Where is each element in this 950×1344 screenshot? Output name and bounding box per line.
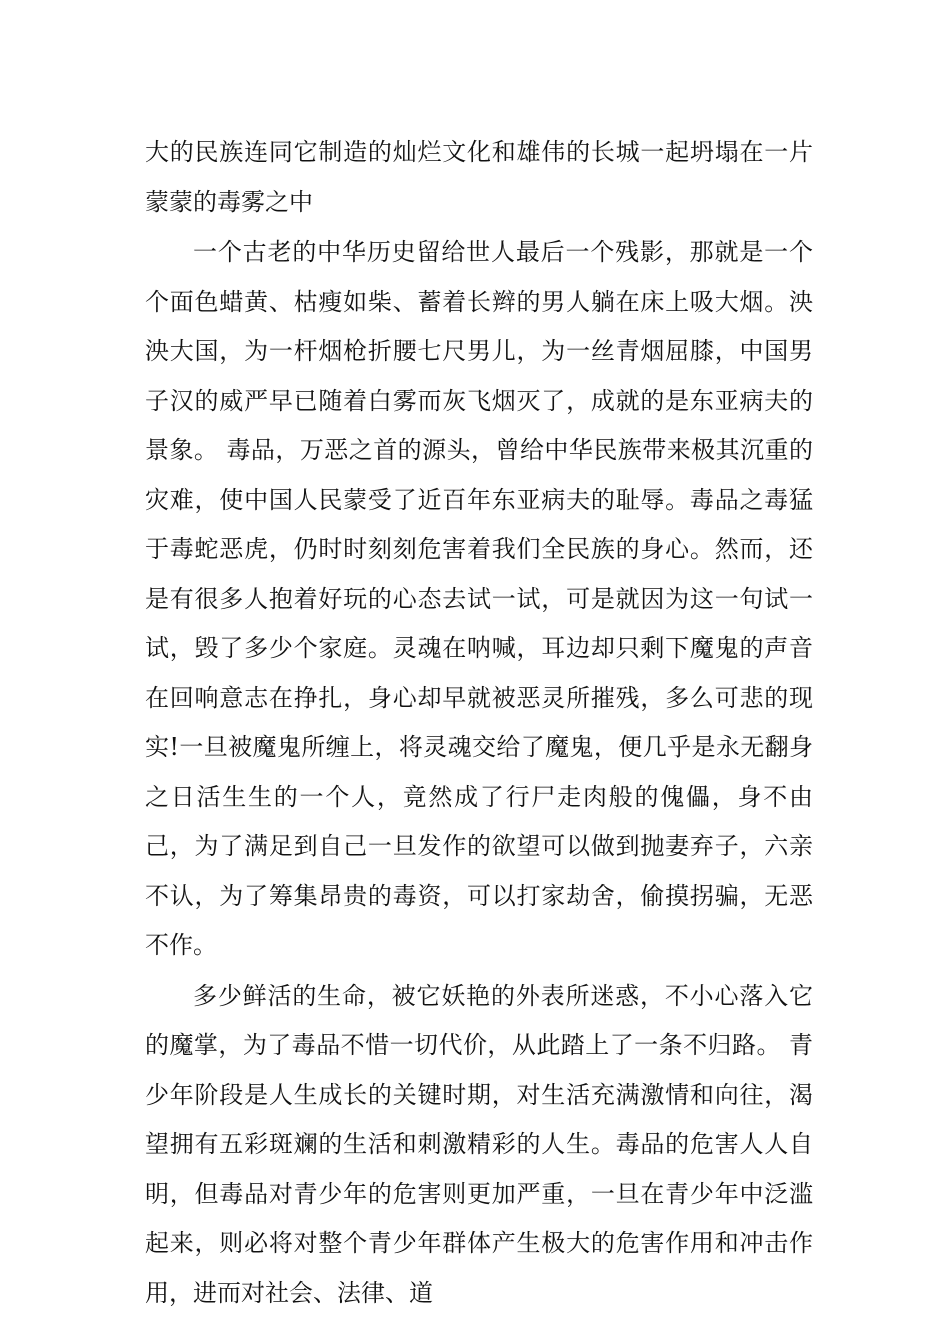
paragraph-continuation: 大的民族连同它制造的灿烂文化和雄伟的长城一起坍塌在一片蒙蒙的毒雾之中 bbox=[145, 138, 813, 216]
paragraph-youth: 多少鲜活的生命，被它妖艳的外表所迷惑，不小心落入它的魔掌，为了毒品不惜一切代价，从此踏上了一条不归路。 青少年阶段是人生成长的关键时期，对生活充满激情和向往，渴望拥有五彩斑斓的生活和刺激精彩的人生。毒品的危害人人自明，但毒品对青少年的危害则更加严重，一旦在青少年中泛滥起来，则必将对整个青少年群体产生极大的危害作用和冲击作用，进而对社会、法律、道 bbox=[145, 981, 813, 1307]
paragraph-history: 一个古老的中华历史留给世人最后一个残影，那就是一个个面色蜡黄、枯瘦如柴、蓄着长辫的男人躺在床上吸大烟。泱泱大国，为一杆烟枪折腰七尺男儿，为一丝青烟屈膝，中国男子汉的威严早已随着白雾而灰飞烟灭了，成就的是东亚病夫的景象。 毒品，万恶之首的源头，曾给中华民族带来极其沉重的灾难，使中国人民蒙受了近百年东亚病夫的耻辱。毒品之毒猛于毒蛇恶虎，仍时时刻刻危害着我们全民族的身心。然而，还是有很多人抱着好玩的心态去试一试，可是就因为这一句试一试，毁了多少个家庭。灵魂在呐喊，耳边却只剩下魔鬼的声音在回响意志在挣扎，身心却早就被恶灵所摧残，多么可悲的现实!一旦被魔鬼所缠上，将灵魂交给了魔鬼，便几乎是永无翻身之日活生生的一个人，竟然成了行尸走肉般的傀儡，身不由己，为了满足到自己一旦发作的欲望可以做到抛妻弃子，六亲不认，为了筹集昂贵的毒资，可以打家劫舍，偷摸拐骗，无恶不作。 bbox=[145, 238, 813, 959]
document-body bbox=[145, 128, 813, 1318]
